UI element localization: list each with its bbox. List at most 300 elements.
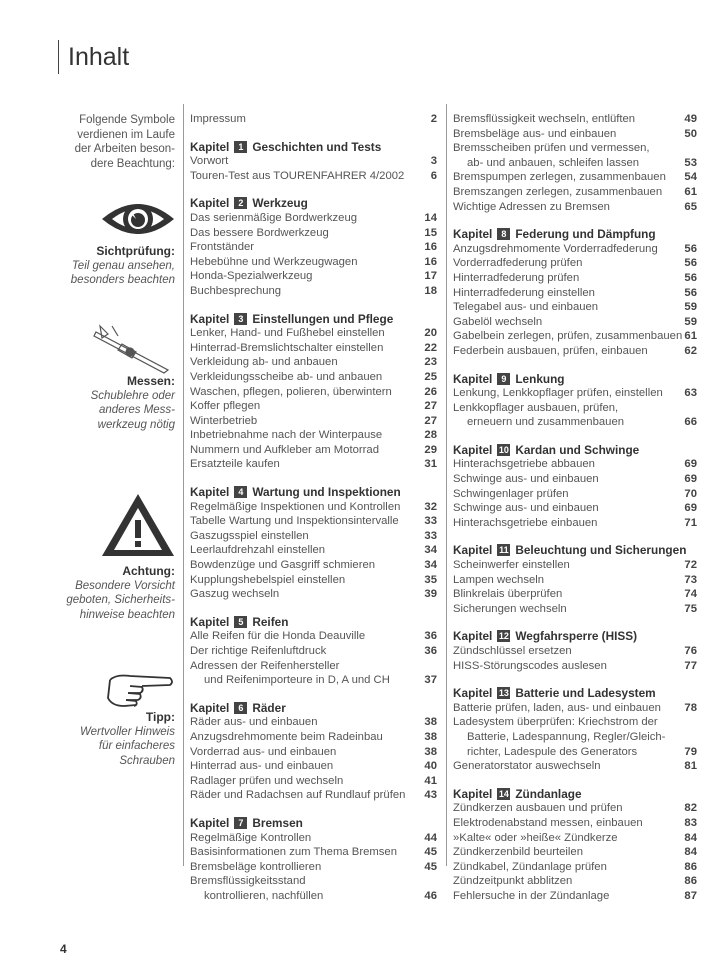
toc-entry-title: Generatorstator auswechseln: [453, 760, 601, 773]
toc-entry-title: Blinkrelais überprüfen: [453, 588, 563, 601]
chapter-prefix: Kapitel: [453, 227, 493, 242]
toc-entry: [190, 399, 437, 414]
toc-entry-title: Sicherungen wechseln: [453, 602, 567, 615]
toc-entry-title: Lenkkopflager ausbauen, prüfen,: [453, 401, 619, 414]
toc-entry: [190, 715, 437, 730]
toc-entry-title: Bremsbeläge aus- und einbauen: [453, 127, 617, 140]
toc-entry-title: Hinterradfederung prüfen: [453, 271, 580, 284]
toc-entry: [453, 801, 697, 816]
toc-entry-page: 50: [684, 127, 697, 140]
toc-entry-page: 39: [424, 588, 437, 601]
toc-entry: [190, 558, 437, 573]
toc-entry: [190, 414, 437, 429]
legend-desc: anderes Mess-: [98, 404, 175, 416]
toc-entry: [190, 443, 437, 458]
toc-entry-title: Tabelle Wartung und Inspektionsintervalle: [190, 515, 399, 528]
toc-entry: [453, 701, 697, 716]
toc-entry-page: 56: [684, 286, 697, 299]
toc-entry-title: Zündschlüssel ersetzen: [453, 645, 572, 657]
toc-entry-title: Impressum: [190, 113, 246, 125]
toc-entry: [190, 355, 437, 370]
chapter-heading: [453, 443, 697, 458]
eye-icon: [100, 197, 176, 241]
chapter-title: Wegfahrsperre (HISS): [515, 629, 638, 644]
page-number: 4: [60, 942, 67, 956]
toc-entry: [453, 558, 697, 573]
toc-entry: [453, 200, 697, 215]
toc-entry: [190, 211, 437, 226]
toc-entry: [190, 154, 437, 169]
chapter-heading: [190, 816, 437, 831]
toc-entry-title: Bremsbeläge kontrollieren: [190, 860, 322, 873]
toc-entry-title: Leerlaufdrehzahl einstellen: [190, 544, 326, 557]
toc-column-1: [190, 112, 437, 904]
toc-entry-title: Anzugsdrehmomente Vorderradfederung: [453, 242, 658, 255]
warning-triangle-icon: [100, 492, 176, 558]
toc-entry: [453, 831, 697, 846]
legend-sichtpruefung: [71, 244, 175, 288]
toc-entry-page: 77: [684, 659, 697, 672]
toc-entry-title: Räder und Radachsen auf Rundlauf prüfen: [190, 789, 406, 802]
toc-entry-page: 14: [424, 211, 437, 224]
toc-entry: [453, 472, 697, 487]
legend-desc: Teil genau ansehen,: [71, 259, 175, 272]
toc-entry-title: HISS-Störungscodes auslesen: [453, 659, 607, 672]
toc-entry-page: 34: [424, 559, 437, 572]
legend-intro-line: der Arbeiten beson-: [74, 143, 175, 155]
toc-entry: [453, 745, 697, 760]
toc-entry: [190, 889, 437, 904]
chapter-prefix: Kapitel: [190, 614, 230, 629]
chapter-prefix: Kapitel: [190, 139, 230, 154]
toc-entry-page: 49: [684, 113, 697, 125]
chapter-heading: [453, 787, 697, 802]
legend-intro: [75, 113, 175, 171]
toc-entry-title: Hinterrad-Bremslichtschalter einstellen: [190, 341, 384, 354]
chapter-title: Kardan und Schwinge: [515, 442, 640, 457]
toc-entry-title: Vorwort: [190, 155, 229, 168]
toc-entry: [453, 874, 697, 889]
toc-entry-page: 6: [430, 169, 437, 182]
toc-entry-page: 73: [684, 573, 697, 586]
toc-entry-page: 75: [684, 602, 697, 615]
toc-entry-page: 38: [424, 730, 437, 743]
toc-entry: [453, 286, 697, 301]
chapter-title: Beleuchtung und Sicherungen: [515, 543, 687, 558]
toc-entry-title: Bowdenzüge und Gasgriff schmieren: [190, 559, 376, 572]
toc-entry: [190, 659, 437, 674]
toc-entry-title: Batterie prüfen, laden, aus- und einbauen: [453, 701, 661, 714]
page-title: Inhalt: [58, 40, 129, 74]
toc-entry-title: richter, Ladespule des Generators: [467, 745, 638, 758]
legend-desc: Wertvoller Hinweis: [79, 725, 175, 738]
toc-entry-title: Bremszangen zerlegen, zusammenbauen: [453, 185, 663, 198]
toc-entry: [453, 141, 697, 156]
toc-entry: [190, 759, 437, 774]
toc-entry-title: erneuern und zusammenbauen: [467, 416, 625, 429]
toc-entry: [190, 587, 437, 602]
chapter-number-badge: 1: [234, 141, 247, 153]
toc-entry-page: 84: [684, 846, 697, 859]
toc-entry-title: Hinterachsgetriebe abbauen: [453, 458, 595, 471]
legend-desc: Schublehre oder: [90, 389, 175, 402]
chapter-heading: [453, 629, 697, 644]
toc-entry-page: 78: [684, 701, 697, 714]
toc-entry-title: Bremsscheiben prüfen und vermessen,: [453, 142, 650, 155]
legend-intro-line: dere Beachtung:: [90, 157, 175, 170]
toc-entry: [453, 602, 697, 617]
toc-entry: [453, 715, 697, 730]
toc-entry-title: Schwinge aus- und einbauen: [453, 502, 599, 515]
toc-entry-page: 32: [424, 500, 437, 513]
legend-desc: Besondere Vorsicht: [75, 579, 175, 592]
legend-desc: für einfacheres: [98, 740, 175, 752]
toc-entry-title: Das bessere Bordwerkzeug: [190, 226, 329, 239]
toc-entry: [453, 112, 697, 127]
toc-entry-page: 36: [424, 630, 437, 643]
toc-entry-page: 59: [684, 315, 697, 328]
chapter-prefix: Kapitel: [453, 543, 493, 558]
toc-entry: [190, 745, 437, 760]
toc-entry-title: Basisinformationen zum Thema Bremsen: [190, 846, 397, 859]
toc-entry-title: Fehlersuche in der Zündanlage: [453, 889, 610, 902]
toc-entry-page: 33: [424, 529, 437, 542]
chapter-number-badge: 4: [234, 486, 247, 498]
toc-entry-page: 54: [684, 171, 697, 184]
chapter-prefix: Kapitel: [453, 686, 493, 701]
toc-entry-title: Inbetriebnahme nach der Winterpause: [190, 429, 383, 442]
chapter-prefix: Kapitel: [453, 442, 493, 457]
legend-intro-line: verdienen im Laufe: [77, 128, 175, 141]
toc-entry-title: Zündkerzen ausbauen und prüfen: [453, 802, 623, 815]
toc-entry-page: 59: [684, 301, 697, 314]
toc-entry-title: Elektrodenabstand messen, einbauen: [453, 816, 643, 829]
toc-entry-title: Gaszugsspiel einstellen: [190, 529, 309, 542]
toc-entry-page: 26: [424, 385, 437, 398]
chapter-title: Lenkung: [515, 371, 565, 386]
toc-entry: [190, 673, 437, 688]
chapter-title: Federung und Dämpfung: [515, 227, 656, 242]
legend-desc: geboten, Sicherheits-: [66, 594, 175, 606]
legend-tipp: [80, 710, 175, 768]
toc-entry-page: 27: [424, 400, 437, 413]
toc-entry-title: Lampen wechseln: [453, 573, 545, 586]
toc-entry-title: »Kalte« oder »heiße« Zündkerze: [453, 831, 618, 844]
chapter-number-badge: 6: [234, 702, 247, 714]
toc-entry: [190, 831, 437, 846]
legend-label: Tipp:: [145, 710, 175, 724]
chapter-heading: [190, 615, 437, 630]
toc-entry-page: 37: [424, 674, 437, 687]
chapter-prefix: Kapitel: [453, 786, 493, 801]
toc-entry: [190, 514, 437, 529]
toc-entry-title: Alle Reifen für die Honda Deauville: [190, 630, 366, 643]
toc-entry: [453, 457, 697, 472]
toc-entry: [190, 629, 437, 644]
toc-entry-title: Bremspumpen zerlegen, zusammenbauen: [453, 171, 666, 184]
toc-entry: [453, 573, 697, 588]
chapter-heading: [190, 312, 437, 327]
toc-entry: [190, 730, 437, 745]
toc-entry-title: Telegabel aus- und einbauen: [453, 301, 599, 314]
toc-entry-page: 62: [684, 344, 697, 357]
toc-entry-title: Gabelöl wechseln: [453, 315, 543, 328]
chapter-heading: [453, 543, 697, 558]
toc-entry-title: Verkleidung ab- und anbauen: [190, 356, 338, 369]
toc-entry-page: 36: [424, 645, 437, 657]
toc-entry-title: Wichtige Adressen zu Bremsen: [453, 200, 610, 213]
toc-entry-page: 83: [684, 816, 697, 829]
toc-entry: [190, 385, 437, 400]
toc-entry-page: 69: [684, 473, 697, 486]
toc-entry-title: Lenker, Hand- und Fußhebel einstellen: [190, 327, 385, 340]
toc-entry-title: Der richtige Reifenluftdruck: [190, 645, 327, 657]
toc-entry: [190, 845, 437, 860]
toc-entry-title: Ladesystem überprüfen: Kriechstrom der: [453, 716, 658, 729]
toc-entry-title: Räder aus- und einbauen: [190, 716, 318, 729]
legend-desc: hinweise beachten: [79, 608, 175, 621]
toc-entry-page: 20: [424, 327, 437, 340]
toc-entry-title: Hinterachsgetriebe einbauen: [453, 516, 598, 529]
toc-entry-title: Gaszug wechseln: [190, 588, 280, 601]
toc-entry: [190, 428, 437, 443]
toc-entry-page: 34: [424, 544, 437, 557]
chapter-number-badge: 3: [234, 313, 247, 325]
legend-label: Achtung:: [122, 564, 175, 578]
toc-entry: [190, 284, 437, 299]
chapter-number-badge: 14: [498, 788, 509, 799]
toc-entry: [190, 269, 437, 284]
toc-entry: [453, 730, 697, 745]
toc-entry-page: 69: [684, 502, 697, 515]
toc-entry-page: 66: [684, 416, 697, 429]
toc-entry: [453, 329, 697, 344]
chapter-title: Wartung und Inspektionen: [252, 485, 401, 500]
toc-entry: [453, 889, 697, 904]
toc-entry-title: Honda-Spezialwerkzeug: [190, 270, 313, 283]
toc-entry-page: 63: [684, 387, 697, 400]
toc-entry-page: 61: [684, 330, 697, 343]
toc-entry-page: 81: [684, 760, 697, 773]
toc-entry: [453, 386, 697, 401]
chapter-number-badge: 10: [498, 444, 509, 455]
toc-entry-page: 56: [684, 257, 697, 270]
legend-intro-line: Folgende Symbole: [79, 114, 175, 126]
toc-entry-title: Adressen der Reifenhersteller: [190, 659, 340, 672]
toc-entry-title: Schwinge aus- und einbauen: [453, 473, 599, 486]
toc-entry: [453, 587, 697, 602]
toc-entry: [453, 845, 697, 860]
toc-entry-title: Bremsflüssigkeit wechseln, entlüften: [453, 113, 636, 125]
toc-entry-page: 31: [424, 458, 437, 471]
chapter-title: Batterie und Ladesystem: [515, 686, 656, 701]
toc-entry-page: 38: [424, 716, 437, 729]
toc-entry-title: Schwingenlager prüfen: [453, 487, 569, 500]
toc-entry: [190, 457, 437, 472]
toc-entry-title: Touren-Test aus TOURENFAHRER 4/2002: [190, 169, 405, 182]
toc-entry-title: Zündkabel, Zündanlage prüfen: [453, 860, 607, 873]
toc-entry-page: 61: [684, 185, 697, 198]
legend-label: Messen:: [126, 374, 175, 388]
chapter-title: Räder: [252, 700, 286, 715]
caliper-icon: [92, 322, 174, 374]
chapter-prefix: Kapitel: [190, 311, 230, 326]
toc-entry: [190, 169, 437, 184]
chapter-title: Werkzeug: [252, 196, 308, 211]
toc-entry-page: 41: [424, 774, 437, 787]
toc-entry-title: Kupplungshebelspiel einstellen: [190, 573, 346, 586]
toc-entry-page: 44: [424, 831, 437, 844]
toc-entry-page: 72: [684, 559, 697, 572]
toc-entry: [190, 543, 437, 558]
toc-entry-page: 40: [424, 760, 437, 773]
chapter-heading: [190, 196, 437, 211]
toc-entry-page: 76: [684, 645, 697, 657]
toc-entry-page: 16: [424, 241, 437, 254]
toc-entry: [453, 644, 697, 659]
chapter-number-badge: 12: [498, 631, 509, 642]
toc-entry-page: 3: [430, 155, 437, 168]
toc-entry-title: Zündzeitpunkt abblitzen: [453, 875, 573, 888]
toc-entry-page: 71: [684, 516, 697, 529]
toc-entry-page: 56: [684, 271, 697, 284]
toc-entry: [453, 487, 697, 502]
toc-entry: [190, 255, 437, 270]
toc-entry: [453, 659, 697, 674]
chapter-prefix: Kapitel: [453, 629, 493, 644]
toc-entry-page: 16: [424, 255, 437, 268]
toc-entry-page: 87: [684, 889, 697, 902]
toc-entry: [190, 644, 437, 659]
toc-entry-title: Waschen, pflegen, polieren, überwintern: [190, 385, 392, 398]
pointing-hand-icon: [106, 670, 176, 710]
toc-entry-page: 86: [684, 875, 697, 888]
toc-entry: [190, 573, 437, 588]
toc-entry: [190, 341, 437, 356]
chapter-title: Einstellungen und Pflege: [252, 311, 394, 326]
toc-entry-page: 29: [424, 443, 437, 456]
toc-entry: [453, 300, 697, 315]
toc-entry-page: 25: [424, 370, 437, 383]
toc-entry: [453, 344, 697, 359]
toc-entry-page: 69: [684, 458, 697, 471]
toc-entry: [453, 271, 697, 286]
chapter-prefix: Kapitel: [190, 815, 230, 830]
toc-entry-title: Vorderradfederung prüfen: [453, 257, 583, 270]
chapter-prefix: Kapitel: [453, 371, 493, 386]
legend-messen: [91, 374, 175, 432]
chapter-heading: [190, 701, 437, 716]
toc-entry: [453, 156, 697, 171]
toc-entry-page: 70: [684, 487, 697, 500]
toc-entry-page: 79: [684, 745, 697, 758]
toc-entry-title: Ersatzteile kaufen: [190, 458, 280, 471]
toc-entry-title: Das serienmäßige Bordwerkzeug: [190, 211, 358, 224]
legend-desc: besonders beachten: [70, 274, 175, 286]
chapter-title: Geschichten und Tests: [252, 139, 382, 154]
toc-entry: [190, 370, 437, 385]
toc-entry: [453, 501, 697, 516]
toc-entry: [453, 401, 697, 416]
toc-entry-page: 82: [684, 802, 697, 815]
toc-entry: [453, 860, 697, 875]
column-divider: [183, 104, 184, 866]
chapter-title: Bremsen: [252, 815, 303, 830]
toc-entry-page: 56: [684, 242, 697, 255]
chapter-heading: [453, 227, 697, 242]
toc-entry-title: Hinterradfederung einstellen: [453, 286, 595, 299]
chapter-prefix: Kapitel: [190, 485, 230, 500]
toc-column-2: [453, 112, 697, 904]
chapter-number-badge: 2: [234, 197, 247, 209]
toc-entry: [453, 127, 697, 142]
toc-entry-title: und Reifenimporteure in D, A und CH: [204, 674, 390, 687]
toc-entry-title: Verkleidungsscheibe ab- und anbauen: [190, 370, 383, 383]
chapter-number-badge: 13: [498, 688, 509, 699]
toc-entry-page: 65: [684, 200, 697, 213]
toc-entry-title: Bremsflüssigkeitsstand: [190, 875, 306, 888]
toc-entry-title: Scheinwerfer einstellen: [453, 559, 570, 572]
toc-entry-page: 15: [424, 226, 437, 239]
toc-entry-title: kontrollieren, nachfüllen: [204, 889, 324, 902]
toc-entry: [190, 529, 437, 544]
toc-entry: [190, 874, 437, 889]
toc-entry-title: Nummern und Aufkleber am Motorrad: [190, 443, 379, 456]
chapter-prefix: Kapitel: [190, 196, 230, 211]
column-divider: [446, 104, 447, 866]
toc-entry-title: Hebebühne und Werkzeugwagen: [190, 255, 358, 268]
toc-entry-title: Federbein ausbauen, prüfen, einbauen: [453, 344, 648, 357]
toc-entry: [190, 226, 437, 241]
chapter-title: Reifen: [252, 614, 289, 629]
toc-entry-page: 2: [430, 113, 437, 125]
toc-entry: [190, 112, 437, 127]
toc-entry: [453, 816, 697, 831]
toc-entry: [453, 256, 697, 271]
chapter-heading: [190, 140, 437, 155]
chapter-heading: [453, 686, 697, 701]
legend-desc: werkzeug nötig: [97, 418, 175, 431]
toc-entry: [453, 516, 697, 531]
toc-entry: [453, 759, 697, 774]
toc-entry-page: 28: [424, 429, 437, 442]
chapter-heading: [190, 485, 437, 500]
toc-entry-title: Buchbesprechung: [190, 284, 282, 297]
toc-entry: [453, 415, 697, 430]
toc-entry-title: Lenkung, Lenkkopflager prüfen, einstellen: [453, 387, 663, 400]
chapter-number-badge: 11: [499, 545, 509, 556]
toc-entry-title: Batterie, Ladespannung, Regler/Gleich-: [467, 730, 666, 743]
toc-entry-page: 23: [424, 356, 437, 369]
toc-entry-title: Koffer pflegen: [190, 400, 261, 413]
toc-entry-page: 33: [424, 515, 437, 528]
toc-entry-page: 35: [424, 573, 437, 586]
toc-entry: [190, 774, 437, 789]
toc-entry-title: Zündkerzenbild beurteilen: [453, 846, 583, 859]
toc-entry-page: 45: [424, 846, 437, 859]
toc-entry-page: 45: [424, 860, 437, 873]
toc-entry-page: 22: [424, 341, 437, 354]
toc-entry: [453, 315, 697, 330]
toc-entry-title: Hinterrad aus- und einbauen: [190, 760, 334, 773]
toc-entry-page: 18: [424, 284, 437, 297]
toc-entry: [453, 242, 697, 257]
toc-entry: [190, 500, 437, 515]
toc-entry-title: Regelmäßige Inspektionen und Kontrollen: [190, 500, 401, 513]
toc-entry: [453, 170, 697, 185]
toc-entry-page: 74: [684, 588, 697, 601]
chapter-number-badge: 7: [234, 817, 247, 829]
